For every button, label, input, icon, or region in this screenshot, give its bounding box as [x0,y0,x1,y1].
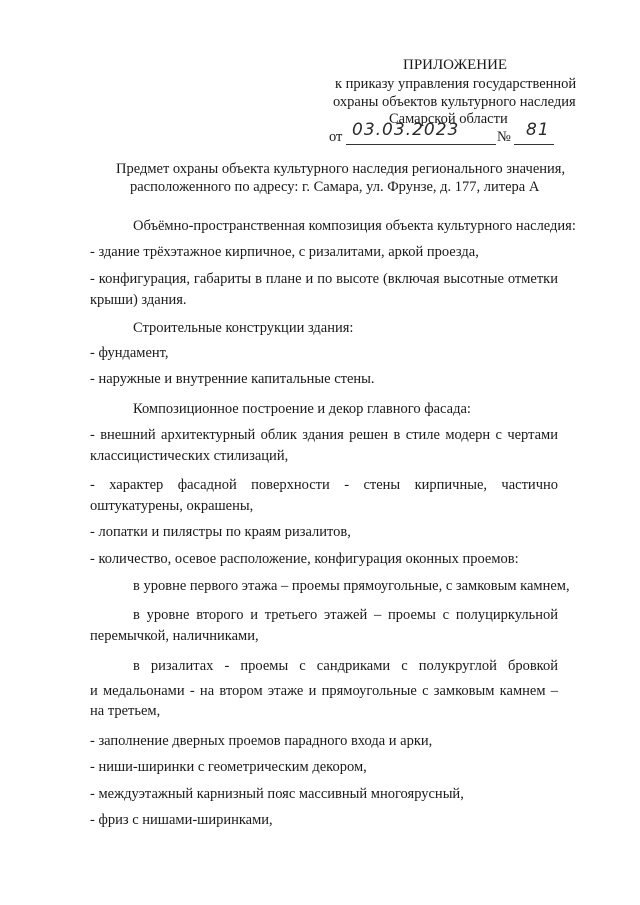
number-prefix: № [497,129,511,145]
sub-item-continuation: и медальонами - на втором этаже и прямоугольные с замковым камнем – [90,683,558,699]
appendix-title: ПРИЛОЖЕНИЕ [403,57,508,73]
subject-line-1: Предмет охраны объекта культурного наследия регионального значения, [116,161,566,177]
order-date: 03.03.2023 [352,120,460,140]
sub-item: в ризалитах - проемы с сандриками с полукруглой бровкой [133,658,558,674]
order-line-3: Самарской области [389,111,508,127]
number-underline [514,144,554,145]
list-item: - фундамент, [90,345,169,361]
list-item: - количество, осевое расположение, конфигурация оконных проемов: [90,551,519,567]
order-line-1: к приказу управления государственной [335,76,577,92]
subject-line-2: расположенного по адресу: г. Самара, ул. Фрунзе, д. 177, литера А [130,179,540,195]
list-item: - характер фасадной поверхности - стены кирпичные, частично [90,477,558,493]
list-item: - ниши-ширинки с геометрическим декором, [90,759,367,775]
list-item: - лопатки и пилястры по краям ризалитов, [90,524,351,540]
list-item: - внешний архитектурный облик здания решен в стиле модерн с чертами [90,427,558,443]
list-item: - здание трёхэтажное кирпичное, с ризалитами, аркой проезда, [90,244,479,260]
date-prefix: от [329,129,343,145]
list-item: - наружные и внутренние капитальные стены. [90,371,375,387]
list-item: - фриз с нишами-ширинками, [90,812,273,828]
list-item-continuation: крыши) здания. [90,292,187,308]
list-item: - конфигурация, габариты в плане и по высоте (включая высотные отметки [90,271,558,287]
date-underline [346,144,496,145]
order-line-2: охраны объектов культурного наследия [333,94,576,110]
list-item-continuation: оштукатурены, окрашены, [90,498,254,514]
order-number: 81 [526,120,550,140]
sub-item-continuation: перемычкой, наличниками, [90,628,259,644]
section-heading-facade: Композиционное построение и декор главного фасада: [133,401,471,417]
sub-item: в уровне первого этажа – проемы прямоугольные, с замковым камнем, [133,578,570,594]
list-item-continuation: классицистических стилизаций, [90,448,289,464]
list-item: - заполнение дверных проемов парадного входа и арки, [90,733,433,749]
sub-item-continuation: на третьем, [90,703,161,719]
list-item: - междуэтажный карнизный пояс массивный многоярусный, [90,786,464,802]
sub-item: в уровне второго и третьего этажей – проемы с полуциркульной [133,607,558,623]
section-heading-structures: Строительные конструкции здания: [133,320,354,336]
section-heading-volume: Объёмно-пространственная композиция объекта культурного наследия: [133,218,576,234]
